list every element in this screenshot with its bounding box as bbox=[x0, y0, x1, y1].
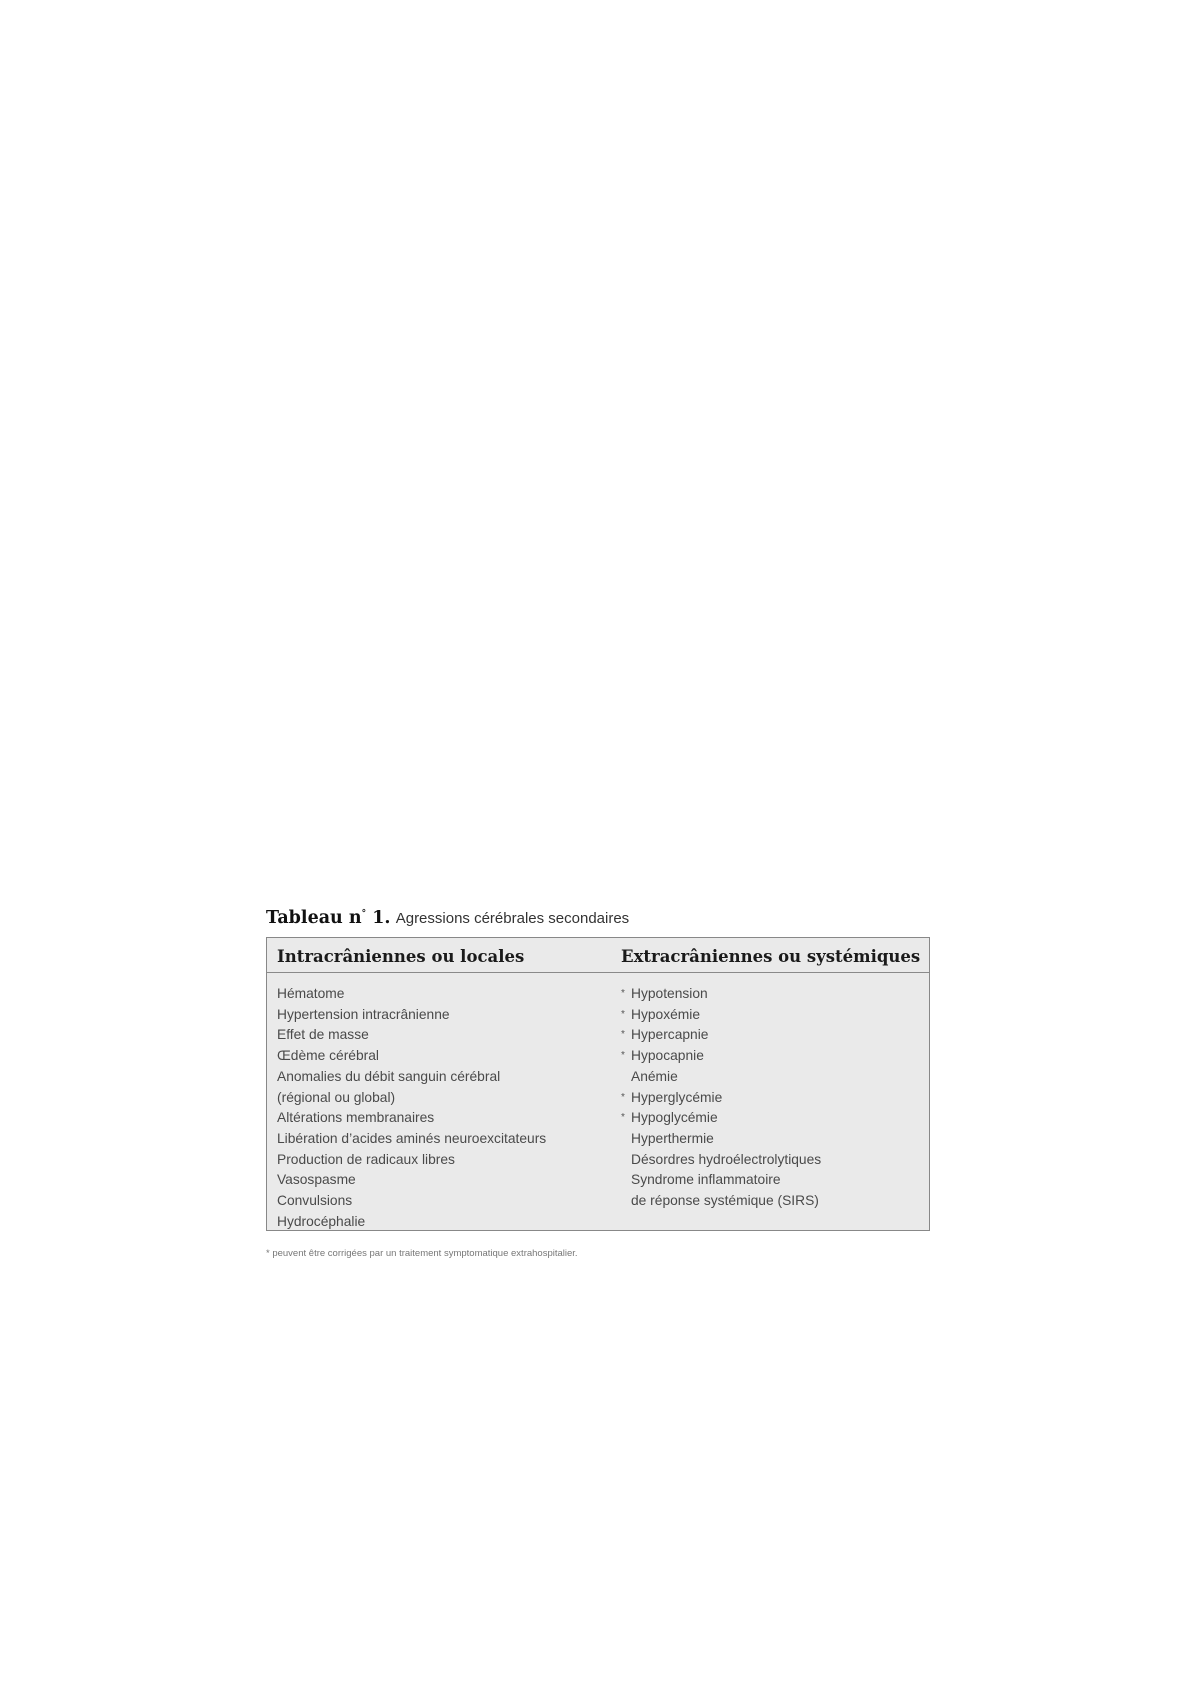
intracranial-item: (régional ou global) bbox=[277, 1089, 396, 1105]
extracranial-item-label: Syndrome inflammatoire bbox=[631, 1172, 781, 1188]
extracranial-item bbox=[621, 1025, 921, 1046]
extracranial-item-label: Hyperglycémie bbox=[631, 1089, 723, 1105]
extracranial-item bbox=[621, 1046, 921, 1067]
extracranial-item-label: Hypoxémie bbox=[631, 1006, 701, 1022]
asterisk-marker: * bbox=[621, 988, 625, 999]
table-caption-label: Tableau n° 1. bbox=[266, 908, 391, 928]
intracranial-list bbox=[277, 984, 607, 1232]
extracranial-item bbox=[621, 1088, 921, 1109]
extracranial-item bbox=[621, 1108, 921, 1129]
extracranial-item-label: de réponse systémique (SIRS) bbox=[631, 1193, 819, 1209]
intracranial-item: Convulsions bbox=[277, 1193, 353, 1209]
table-header-row bbox=[267, 938, 929, 973]
extracranial-item-label: Hyperthermie bbox=[631, 1130, 714, 1146]
extracranial-item bbox=[621, 1191, 921, 1212]
table-caption-title: Agressions cérébrales secondaires bbox=[395, 910, 630, 927]
intracranial-item: Production de radicaux libres bbox=[277, 1151, 455, 1167]
extracranial-item-label: Hypercapnie bbox=[631, 1027, 709, 1043]
extracranial-item bbox=[621, 1170, 921, 1191]
intracranial-item: Hypertension intracrânienne bbox=[277, 1006, 450, 1022]
asterisk-marker: * bbox=[621, 1112, 625, 1124]
table-caption bbox=[266, 908, 629, 928]
intracranial-item: Libération d’acides aminés neuroexcitateurs bbox=[277, 1130, 547, 1146]
secondary-aggressions-table bbox=[266, 937, 930, 1231]
asterisk-marker: * bbox=[621, 1029, 625, 1041]
asterisk-marker: * bbox=[621, 1050, 625, 1062]
intracranial-item: Œdème cérébral bbox=[277, 1048, 379, 1064]
asterisk-marker: * bbox=[621, 1091, 625, 1103]
extracranial-item-label: Anémie bbox=[631, 1068, 678, 1084]
intracranial-item: Hydrocéphalie bbox=[277, 1213, 366, 1229]
intracranial-item: Altérations membranaires bbox=[277, 1110, 435, 1126]
header-intracranial: Intracrâniennes ou locales bbox=[277, 947, 525, 966]
extracranial-item bbox=[621, 1150, 921, 1171]
intracranial-item: Anomalies du débit sanguin cérébral bbox=[277, 1068, 501, 1084]
header-extracranial: Extracrâniennes ou systémiques bbox=[621, 947, 921, 966]
extracranial-item-label: Hypoglycémie bbox=[631, 1110, 718, 1126]
extracranial-item bbox=[621, 1129, 921, 1150]
extracranial-list bbox=[621, 984, 921, 1212]
intracranial-item: Effet de masse bbox=[277, 1027, 369, 1043]
intracranial-item: Vasospasme bbox=[277, 1172, 356, 1188]
asterisk-marker: * bbox=[621, 1008, 625, 1020]
intracranial-item: Hématome bbox=[277, 986, 345, 1001]
extracranial-item-label: Hypocapnie bbox=[631, 1048, 704, 1064]
extracranial-item bbox=[621, 1067, 921, 1088]
extracranial-item bbox=[621, 1005, 921, 1026]
extracranial-item-label: Désordres hydroélectrolytiques bbox=[631, 1151, 822, 1167]
table-footnote: * peuvent être corrigées par un traitement symptomatique extrahospitalier. bbox=[266, 1248, 578, 1259]
extracranial-item-label: Hypotension bbox=[631, 986, 708, 1001]
extracranial-item bbox=[621, 984, 921, 1005]
